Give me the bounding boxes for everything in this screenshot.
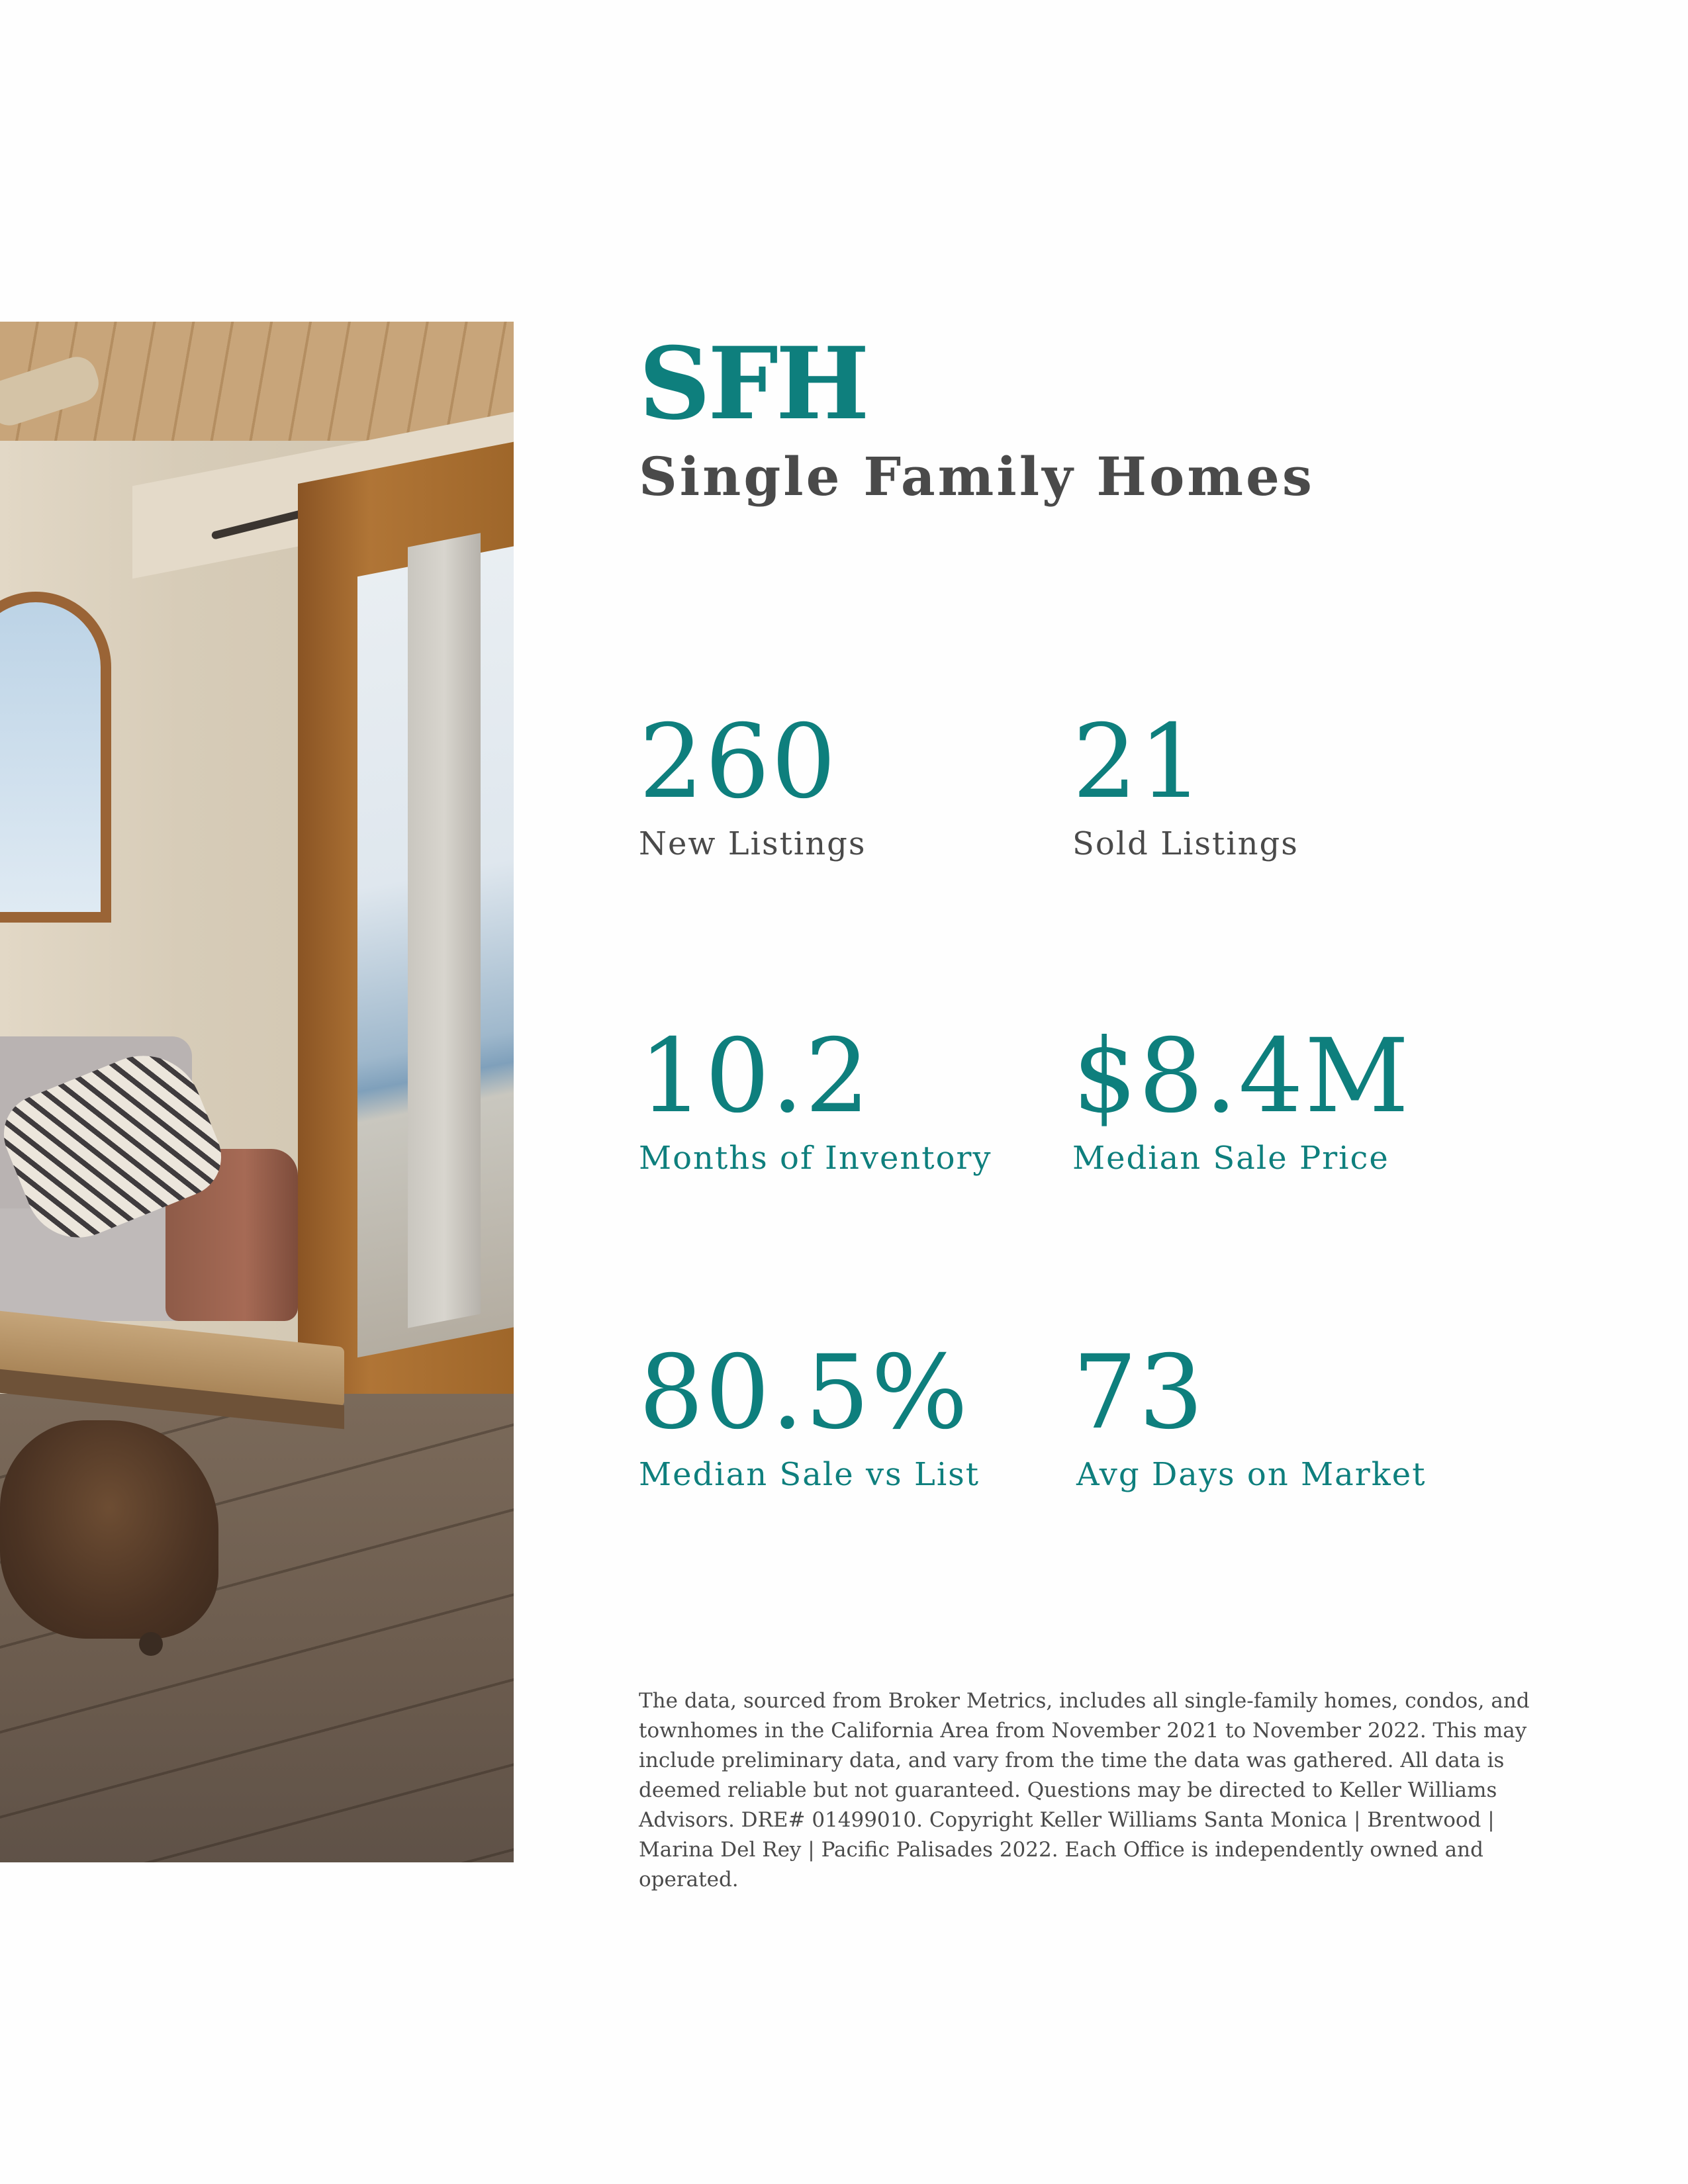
photo-table-foot	[139, 1632, 163, 1656]
stat-label: Avg Days on Market	[1076, 1456, 1427, 1493]
stat-label: Median Sale vs List	[639, 1456, 980, 1493]
stat-value: 21	[1072, 703, 1205, 821]
stat-value: $8.4M	[1072, 1017, 1411, 1136]
stat-avg-days-on-market	[1072, 1334, 1496, 1493]
stat-median-sale-price	[1072, 1017, 1496, 1177]
disclaimer-text: The data, sourced from Broker Metrics, includes all single-family homes, condos, and townhomes in the California Area from November 2021 to November 2022. This may include preliminary data, and vary from the time the data was gathered. All data is deemed reliable but not guaranteed. Questions may be directed to Keller Williams Advisors. DRE# 01499010. Copyright Keller Williams Santa Monica | Brentwood | Marina Del Rey | Pacific Palisades 2022. Each Office is independently owned and operated.	[639, 1689, 1530, 1891]
photo-arched-window	[0, 592, 111, 923]
stat-months-of-inventory	[639, 1017, 1062, 1177]
stat-label: Sold Listings	[1072, 825, 1299, 862]
stat-label: Months of Inventory	[639, 1140, 992, 1177]
photo-pillar	[408, 533, 481, 1328]
interior-photo	[0, 322, 514, 1862]
photo-table-base	[0, 1420, 218, 1639]
stat-median-sale-vs-list	[639, 1334, 1062, 1493]
stat-value: 73	[1072, 1334, 1205, 1452]
stat-value: 10.2	[639, 1017, 871, 1136]
stat-label: Median Sale Price	[1072, 1140, 1389, 1177]
stat-new-listings	[639, 703, 1062, 862]
page-subtitle: Single Family Homes	[639, 445, 1315, 508]
stat-sold-listings	[1072, 703, 1496, 862]
stat-label: New Listings	[639, 825, 867, 862]
page-title: SFH	[639, 326, 867, 442]
stat-value: 80.5%	[639, 1334, 970, 1452]
stat-value: 260	[639, 703, 837, 821]
